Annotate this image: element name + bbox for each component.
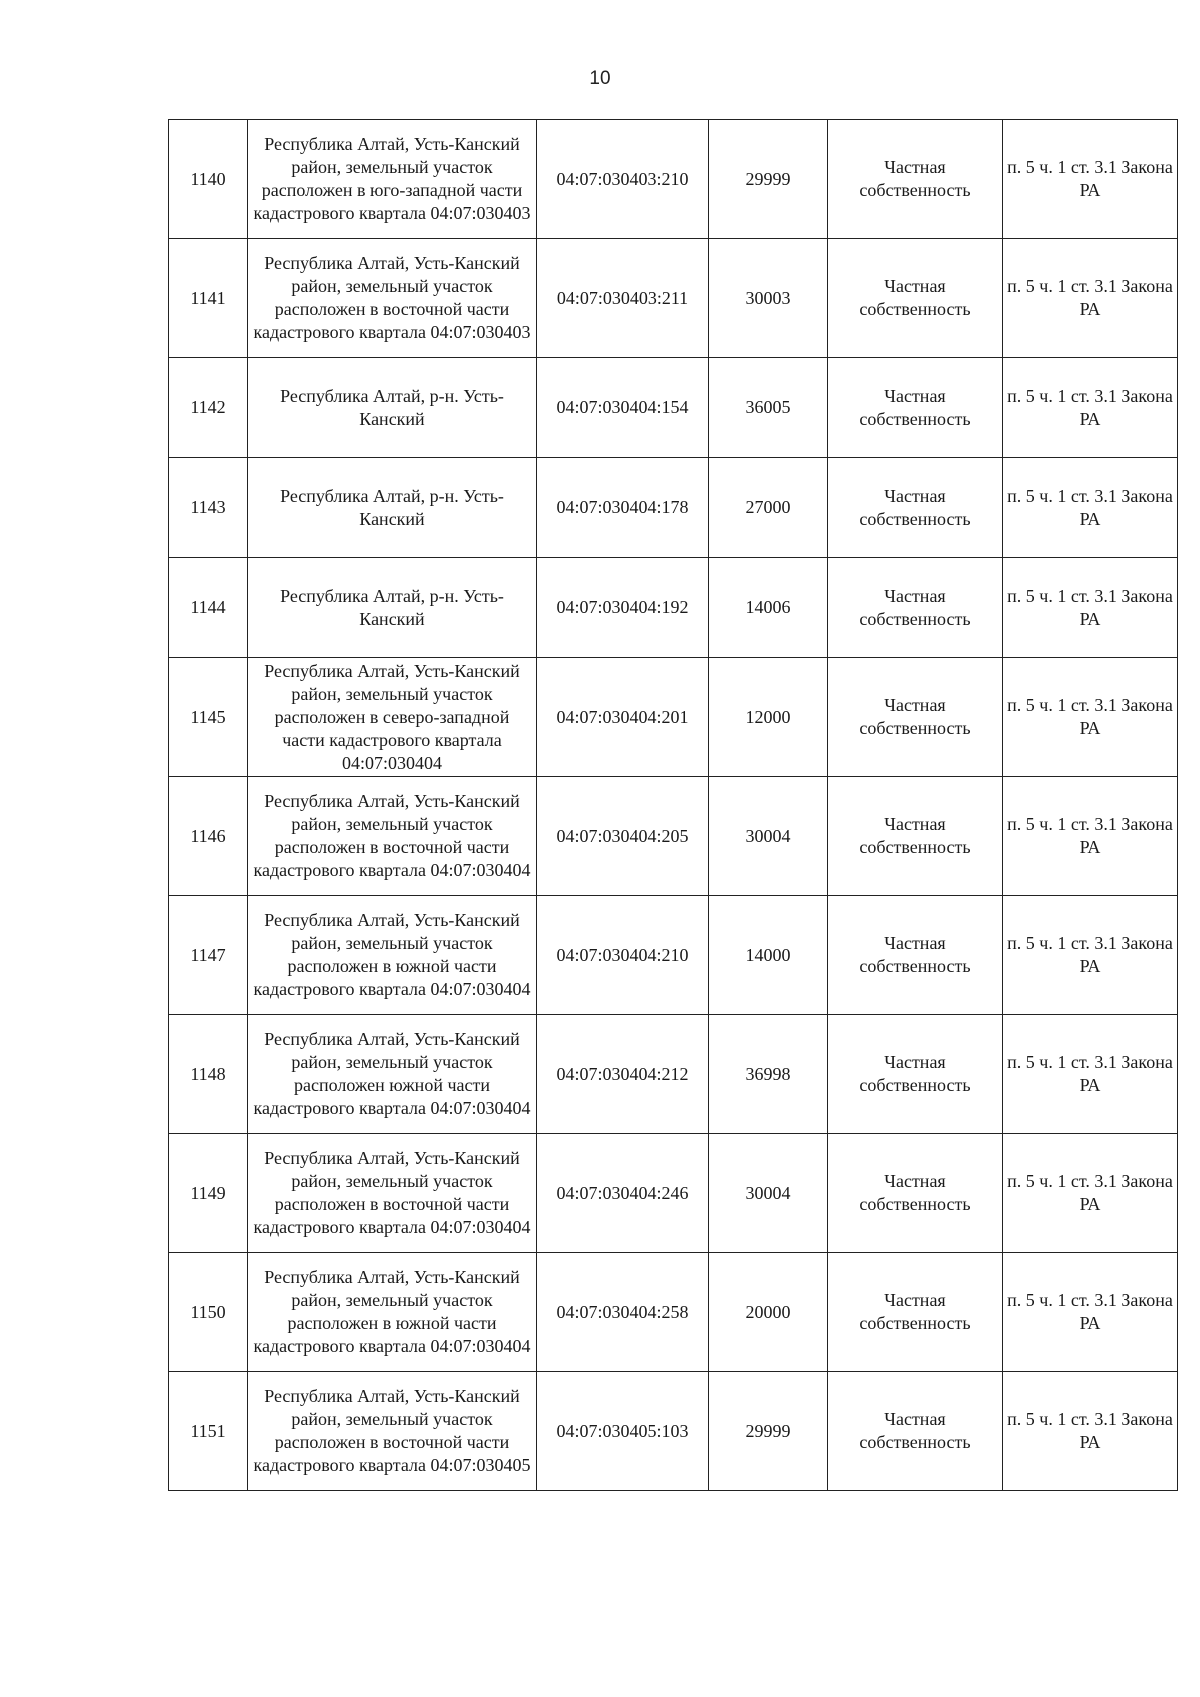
ownership-cell: Частная собственность	[828, 1134, 1003, 1253]
legal-basis-cell: п. 5 ч. 1 ст. 3.1 Закона РА	[1003, 120, 1178, 239]
area-cell: 29999	[709, 120, 828, 239]
area-cell: 30004	[709, 1134, 828, 1253]
row-number-cell: 1142	[169, 358, 248, 458]
area-cell: 12000	[709, 658, 828, 777]
row-number-cell: 1144	[169, 558, 248, 658]
legal-basis-cell: п. 5 ч. 1 ст. 3.1 Закона РА	[1003, 1372, 1178, 1491]
row-number-cell: 1140	[169, 120, 248, 239]
cadastral-number-cell: 04:07:030403:210	[537, 120, 709, 239]
address-cell: Республика Алтай, Усть-Канский район, земельный участок расположен в северо-западной части кадастрового квартала 04:07:030404	[248, 658, 537, 777]
address-cell: Республика Алтай, р-н. Усть-Канский	[248, 458, 537, 558]
row-number-cell: 1143	[169, 458, 248, 558]
cadastral-number-cell: 04:07:030404:178	[537, 458, 709, 558]
legal-basis-cell: п. 5 ч. 1 ст. 3.1 Закона РА	[1003, 658, 1178, 777]
table-row	[169, 239, 1178, 358]
address-cell: Республика Алтай, р-н. Усть-Канский	[248, 358, 537, 458]
ownership-cell: Частная собственность	[828, 896, 1003, 1015]
legal-basis-cell: п. 5 ч. 1 ст. 3.1 Закона РА	[1003, 358, 1178, 458]
table-row	[169, 1015, 1178, 1134]
address-cell: Республика Алтай, Усть-Канский район, земельный участок расположен в восточной части кадастрового квартала 04:07:030404	[248, 1134, 537, 1253]
table-row	[169, 1372, 1178, 1491]
ownership-cell: Частная собственность	[828, 558, 1003, 658]
address-cell: Республика Алтай, Усть-Канский район, земельный участок расположен в восточной части кадастрового квартала 04:07:030403	[248, 239, 537, 358]
cadastral-number-cell: 04:07:030404:246	[537, 1134, 709, 1253]
row-number-cell: 1149	[169, 1134, 248, 1253]
cadastral-number-cell: 04:07:030404:201	[537, 658, 709, 777]
table-row	[169, 896, 1178, 1015]
row-number-cell: 1148	[169, 1015, 248, 1134]
row-number-cell: 1146	[169, 777, 248, 896]
row-number-cell: 1151	[169, 1372, 248, 1491]
table-row	[169, 658, 1178, 777]
ownership-cell: Частная собственность	[828, 777, 1003, 896]
area-cell: 20000	[709, 1253, 828, 1372]
legal-basis-cell: п. 5 ч. 1 ст. 3.1 Закона РА	[1003, 458, 1178, 558]
ownership-cell: Частная собственность	[828, 358, 1003, 458]
address-cell: Республика Алтай, р-н. Усть-Канский	[248, 558, 537, 658]
table-row	[169, 1253, 1178, 1372]
cadastral-number-cell: 04:07:030404:212	[537, 1015, 709, 1134]
table-row	[169, 120, 1178, 239]
area-cell: 27000	[709, 458, 828, 558]
land-plots-table	[168, 119, 1178, 1491]
cadastral-number-cell: 04:07:030404:205	[537, 777, 709, 896]
area-cell: 14006	[709, 558, 828, 658]
address-cell: Республика Алтай, Усть-Канский район, земельный участок расположен в южной части кадастрового квартала 04:07:030404	[248, 1253, 537, 1372]
legal-basis-cell: п. 5 ч. 1 ст. 3.1 Закона РА	[1003, 1015, 1178, 1134]
legal-basis-cell: п. 5 ч. 1 ст. 3.1 Закона РА	[1003, 777, 1178, 896]
ownership-cell: Частная собственность	[828, 1372, 1003, 1491]
row-number-cell: 1147	[169, 896, 248, 1015]
cadastral-number-cell: 04:07:030404:192	[537, 558, 709, 658]
table-row	[169, 1134, 1178, 1253]
cadastral-number-cell: 04:07:030405:103	[537, 1372, 709, 1491]
row-number-cell: 1141	[169, 239, 248, 358]
table-row	[169, 558, 1178, 658]
address-cell: Республика Алтай, Усть-Канский район, земельный участок расположен в восточной части кадастрового квартала 04:07:030404	[248, 777, 537, 896]
area-cell: 30003	[709, 239, 828, 358]
cadastral-number-cell: 04:07:030404:210	[537, 896, 709, 1015]
cadastral-number-cell: 04:07:030404:154	[537, 358, 709, 458]
ownership-cell: Частная собственность	[828, 1253, 1003, 1372]
ownership-cell: Частная собственность	[828, 458, 1003, 558]
area-cell: 36005	[709, 358, 828, 458]
table-row	[169, 458, 1178, 558]
page-number: 10	[589, 68, 611, 89]
address-cell: Республика Алтай, Усть-Канский район, земельный участок расположен в восточной части кадастрового квартала 04:07:030405	[248, 1372, 537, 1491]
legal-basis-cell: п. 5 ч. 1 ст. 3.1 Закона РА	[1003, 1134, 1178, 1253]
legal-basis-cell: п. 5 ч. 1 ст. 3.1 Закона РА	[1003, 896, 1178, 1015]
table-row	[169, 777, 1178, 896]
cadastral-number-cell: 04:07:030404:258	[537, 1253, 709, 1372]
legal-basis-cell: п. 5 ч. 1 ст. 3.1 Закона РА	[1003, 558, 1178, 658]
address-cell: Республика Алтай, Усть-Канский район, земельный участок расположен в южной части кадастрового квартала 04:07:030404	[248, 896, 537, 1015]
area-cell: 30004	[709, 777, 828, 896]
ownership-cell: Частная собственность	[828, 239, 1003, 358]
area-cell: 29999	[709, 1372, 828, 1491]
address-cell: Республика Алтай, Усть-Канский район, земельный участок расположен южной части кадастрового квартала 04:07:030404	[248, 1015, 537, 1134]
address-cell: Республика Алтай, Усть-Канский район, земельный участок расположен в юго-западной части кадастрового квартала 04:07:030403	[248, 120, 537, 239]
row-number-cell: 1145	[169, 658, 248, 777]
table-row	[169, 358, 1178, 458]
ownership-cell: Частная собственность	[828, 120, 1003, 239]
ownership-cell: Частная собственность	[828, 658, 1003, 777]
area-cell: 14000	[709, 896, 828, 1015]
ownership-cell: Частная собственность	[828, 1015, 1003, 1134]
cadastral-number-cell: 04:07:030403:211	[537, 239, 709, 358]
legal-basis-cell: п. 5 ч. 1 ст. 3.1 Закона РА	[1003, 1253, 1178, 1372]
legal-basis-cell: п. 5 ч. 1 ст. 3.1 Закона РА	[1003, 239, 1178, 358]
row-number-cell: 1150	[169, 1253, 248, 1372]
area-cell: 36998	[709, 1015, 828, 1134]
